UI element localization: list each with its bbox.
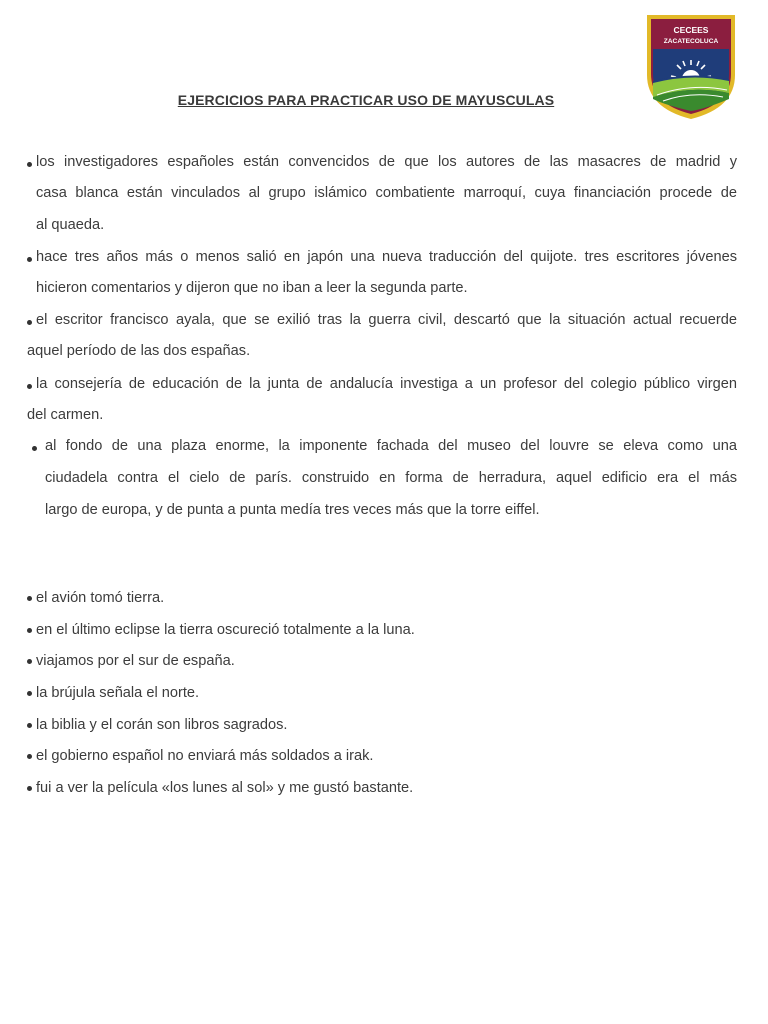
- paragraph-line: al fondo de una plaza enorme, la imponente fachada del museo del louvre se eleva como una: [45, 438, 737, 454]
- bullet-icon: [27, 691, 32, 696]
- paragraph-line: hace tres años más o menos salió en japón una nueva traducción del quijote. tres escritores jóvenes: [36, 249, 737, 265]
- bullet-icon: [27, 257, 32, 262]
- sentence-text: el avión tomó tierra.: [36, 590, 165, 606]
- paragraph-line: el escritor francisco ayala, que se exilió tras la guerra civil, descartó que la situación actual recuerde: [36, 312, 737, 328]
- paragraph-line: los investigadores españoles están convencidos de que los autores de las masacres de madrid y: [36, 154, 737, 170]
- paragraph-line: aquel período de las dos españas.: [27, 343, 251, 359]
- bullet-icon: [27, 596, 32, 601]
- list-item: [27, 651, 727, 671]
- bullet-icon: [27, 659, 32, 664]
- exercise-paragraph-3: [27, 310, 737, 362]
- sentence-text: la biblia y el corán son libros sagrados.: [36, 717, 288, 733]
- list-item: [27, 715, 727, 735]
- bullet-icon: [27, 384, 32, 389]
- list-item: [27, 683, 727, 703]
- list-item: [27, 778, 727, 798]
- bullet-icon: [32, 446, 37, 451]
- bullet-icon: [27, 786, 32, 791]
- bullet-icon: [27, 628, 32, 633]
- page-title: EJERCICIOS PARA PRACTICAR USO DE MAYUSCULAS: [177, 92, 555, 108]
- paragraph-line: la consejería de educación de la junta de andalucía investiga a un profesor del colegio público virgen: [36, 376, 737, 392]
- logo-text-line2: ZACATECOLUCA: [663, 38, 719, 45]
- paragraph-line: al quaeda.: [36, 217, 105, 233]
- paragraph-line: casa blanca están vinculados al grupo islámico combatiente marroquí, cuya financiación procede de: [36, 185, 737, 201]
- list-item: [27, 588, 727, 608]
- paragraph-line: largo de europa, y de punta a punta medía tres veces más que la torre eiffel.: [45, 502, 540, 518]
- sentence-text: fui a ver la película «los lunes al sol» y me gustó bastante.: [36, 780, 414, 796]
- logo-text-line1: CECEES: [673, 25, 709, 35]
- list-item: [27, 620, 727, 640]
- paragraph-line: ciudadela contra el cielo de parís. construido en forma de herradura, aquel edificio era el más: [45, 470, 737, 486]
- exercise-paragraph-1: [27, 152, 737, 236]
- bullet-icon: [27, 723, 32, 728]
- sentence-text: el gobierno español no enviará más soldados a irak.: [36, 748, 374, 764]
- exercise-paragraph-5: [27, 436, 737, 522]
- sentence-text: la brújula señala el norte.: [36, 685, 200, 701]
- paragraph-line: del carmen.: [27, 407, 104, 423]
- bullet-icon: [27, 754, 32, 759]
- bullet-icon: [27, 162, 32, 167]
- bullet-icon: [27, 320, 32, 325]
- sentence-text: en el último eclipse la tierra oscureció totalmente a la luna.: [36, 622, 415, 638]
- list-item: [27, 746, 727, 766]
- sentence-text: viajamos por el sur de españa.: [36, 653, 235, 669]
- exercise-paragraph-2: [27, 247, 737, 299]
- paragraph-line: hicieron comentarios y dijeron que no iban a leer la segunda parte.: [36, 280, 468, 296]
- exercise-paragraph-4: [27, 374, 737, 426]
